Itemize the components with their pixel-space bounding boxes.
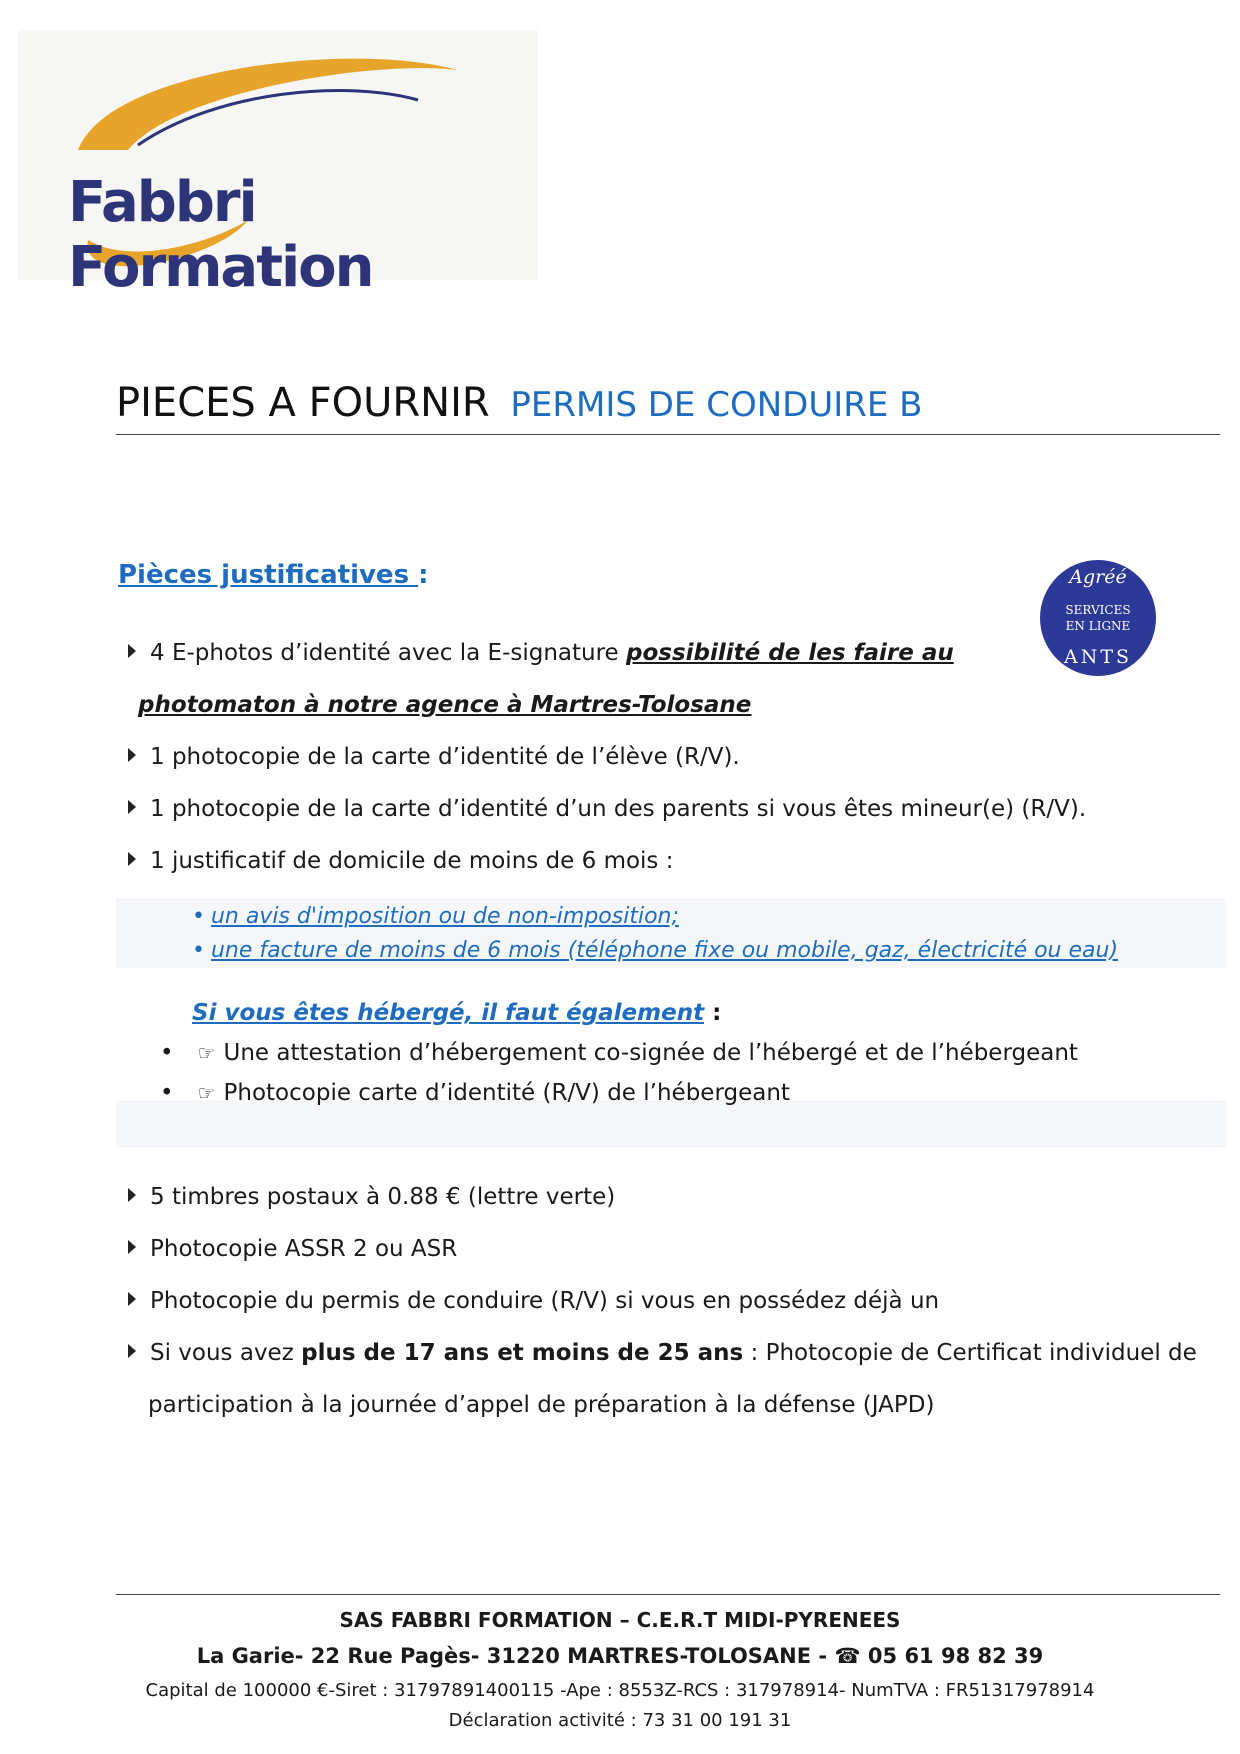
heberge-heading-colon: : [704,1000,722,1026]
domicile-option-1-text: un avis d'imposition ou de non-imposition; [210,904,679,929]
arrow-bullet-icon [128,800,136,814]
heberge-heading-text: Si vous êtes hébergé, il faut également [192,1000,705,1026]
list-item-domicile [128,848,673,874]
age-line2-text: participation à la journée d’appel de préparation à la défense (JAPD) [148,1392,935,1418]
arrow-bullet-icon [128,644,136,658]
page-title [116,380,922,426]
heberge-item-2-text: Photocopie carte d’identité (R/V) de l’hébergeant [223,1080,790,1106]
dot-bullet-icon: • [192,938,205,963]
list-item-timbres [128,1184,615,1210]
domicile-option-2 [192,938,1118,963]
list-item-id-parent [128,796,1086,822]
list-item-id-student [128,744,740,770]
photos-text: 4 E-photos d’identité avec la E-signature [150,640,627,666]
heberge-box-footer [116,1100,1226,1148]
footer-divider [116,1594,1220,1595]
arrow-bullet-icon [128,1344,136,1358]
seal-middle-text [1040,602,1156,634]
heberge-item-1-text: Une attestation d’hébergement co-signée de l’hébergé et de l’hébergeant [223,1040,1078,1066]
seal-bottom-text: ANTS [1063,646,1133,668]
dot-bullet-icon: • [192,904,205,929]
footer-declaration: Déclaration activité : 73 31 00 191 31 [448,1710,792,1731]
arrow-bullet-icon [128,1240,136,1254]
list-item-permis [128,1288,939,1314]
list-item-photos [128,640,954,666]
timbres-text: 5 timbres postaux à 0.88 € (lettre verte) [150,1184,616,1210]
list-item-age [128,1340,1197,1366]
section-heading [118,560,429,590]
seal-top-text: Agréé [1069,566,1127,588]
arrow-bullet-icon [128,1292,136,1306]
ants-seal [1040,560,1156,676]
pointing-hand-icon: ☞ [197,1081,216,1105]
domicile-text: 1 justificatif de domicile de moins de 6 mois : [150,848,674,874]
title-divider [116,434,1220,435]
age-prefix-text: Si vous avez [150,1340,302,1366]
footer-legal: Capital de 100000 €-Siret : 31797891400115 -Ape : 8553Z-RCS : 317978914- NumTVA : FR51317978914 [145,1680,1095,1701]
list-item-age-cont [148,1392,934,1418]
photos-emphasis-2: photomaton à notre agence à Martres-Tolosane [138,692,752,718]
section-heading-text: Pièces justificatives [118,560,419,590]
pointing-hand-icon: ☞ [197,1041,216,1065]
age-bold-text: plus de 17 ans et moins de 25 ans [301,1340,744,1366]
arrow-bullet-icon [128,1188,136,1202]
list-item-photos-cont [138,692,751,718]
permis-text: Photocopie du permis de conduire (R/V) si vous en possédez déjà un [150,1288,940,1314]
domicile-option-2-text: une facture de moins de 6 mois (téléphone fixe ou mobile, gaz, électricité ou eau) [210,938,1119,963]
photos-emphasis-1: possibilité de les faire au [626,640,954,666]
title-main: PIECES A FOURNIR [116,380,490,426]
logo-text: Fabbri Formation [68,170,373,300]
id-student-text: 1 photocopie de la carte d’identité de l’élève (R/V). [150,744,740,770]
footer-company: SAS FABBRI FORMATION – C.E.R.T MIDI-PYRENEES [339,1608,901,1632]
id-parent-text: 1 photocopie de la carte d’identité d’un des parents si vous êtes mineur(e) (R/V). [150,796,1087,822]
seal-middle-line-1: SERVICES [1065,603,1131,617]
heberge-item-2 [160,1080,790,1106]
assr-text: Photocopie ASSR 2 ou ASR [150,1236,458,1262]
footer-address: La Garie- 22 Rue Pagès- 31220 MARTRES-TOLOSANE - ☎ 05 61 98 82 39 [196,1644,1044,1668]
list-item-assr [128,1236,457,1262]
section-heading-colon: : [418,560,429,590]
dot-bullet-icon: • [160,1040,174,1066]
age-suffix-text: : Photocopie de Certificat individuel de [743,1340,1197,1366]
title-sub: PERMIS DE CONDUIRE B [510,385,923,425]
arrow-bullet-icon [128,852,136,866]
heberge-item-1 [160,1040,1078,1066]
domicile-option-1 [192,904,679,929]
company-logo [18,30,538,300]
heberge-heading [192,1000,721,1026]
dot-bullet-icon: • [160,1080,174,1106]
seal-middle-line-2: EN LIGNE [1065,619,1131,633]
arrow-bullet-icon [128,748,136,762]
